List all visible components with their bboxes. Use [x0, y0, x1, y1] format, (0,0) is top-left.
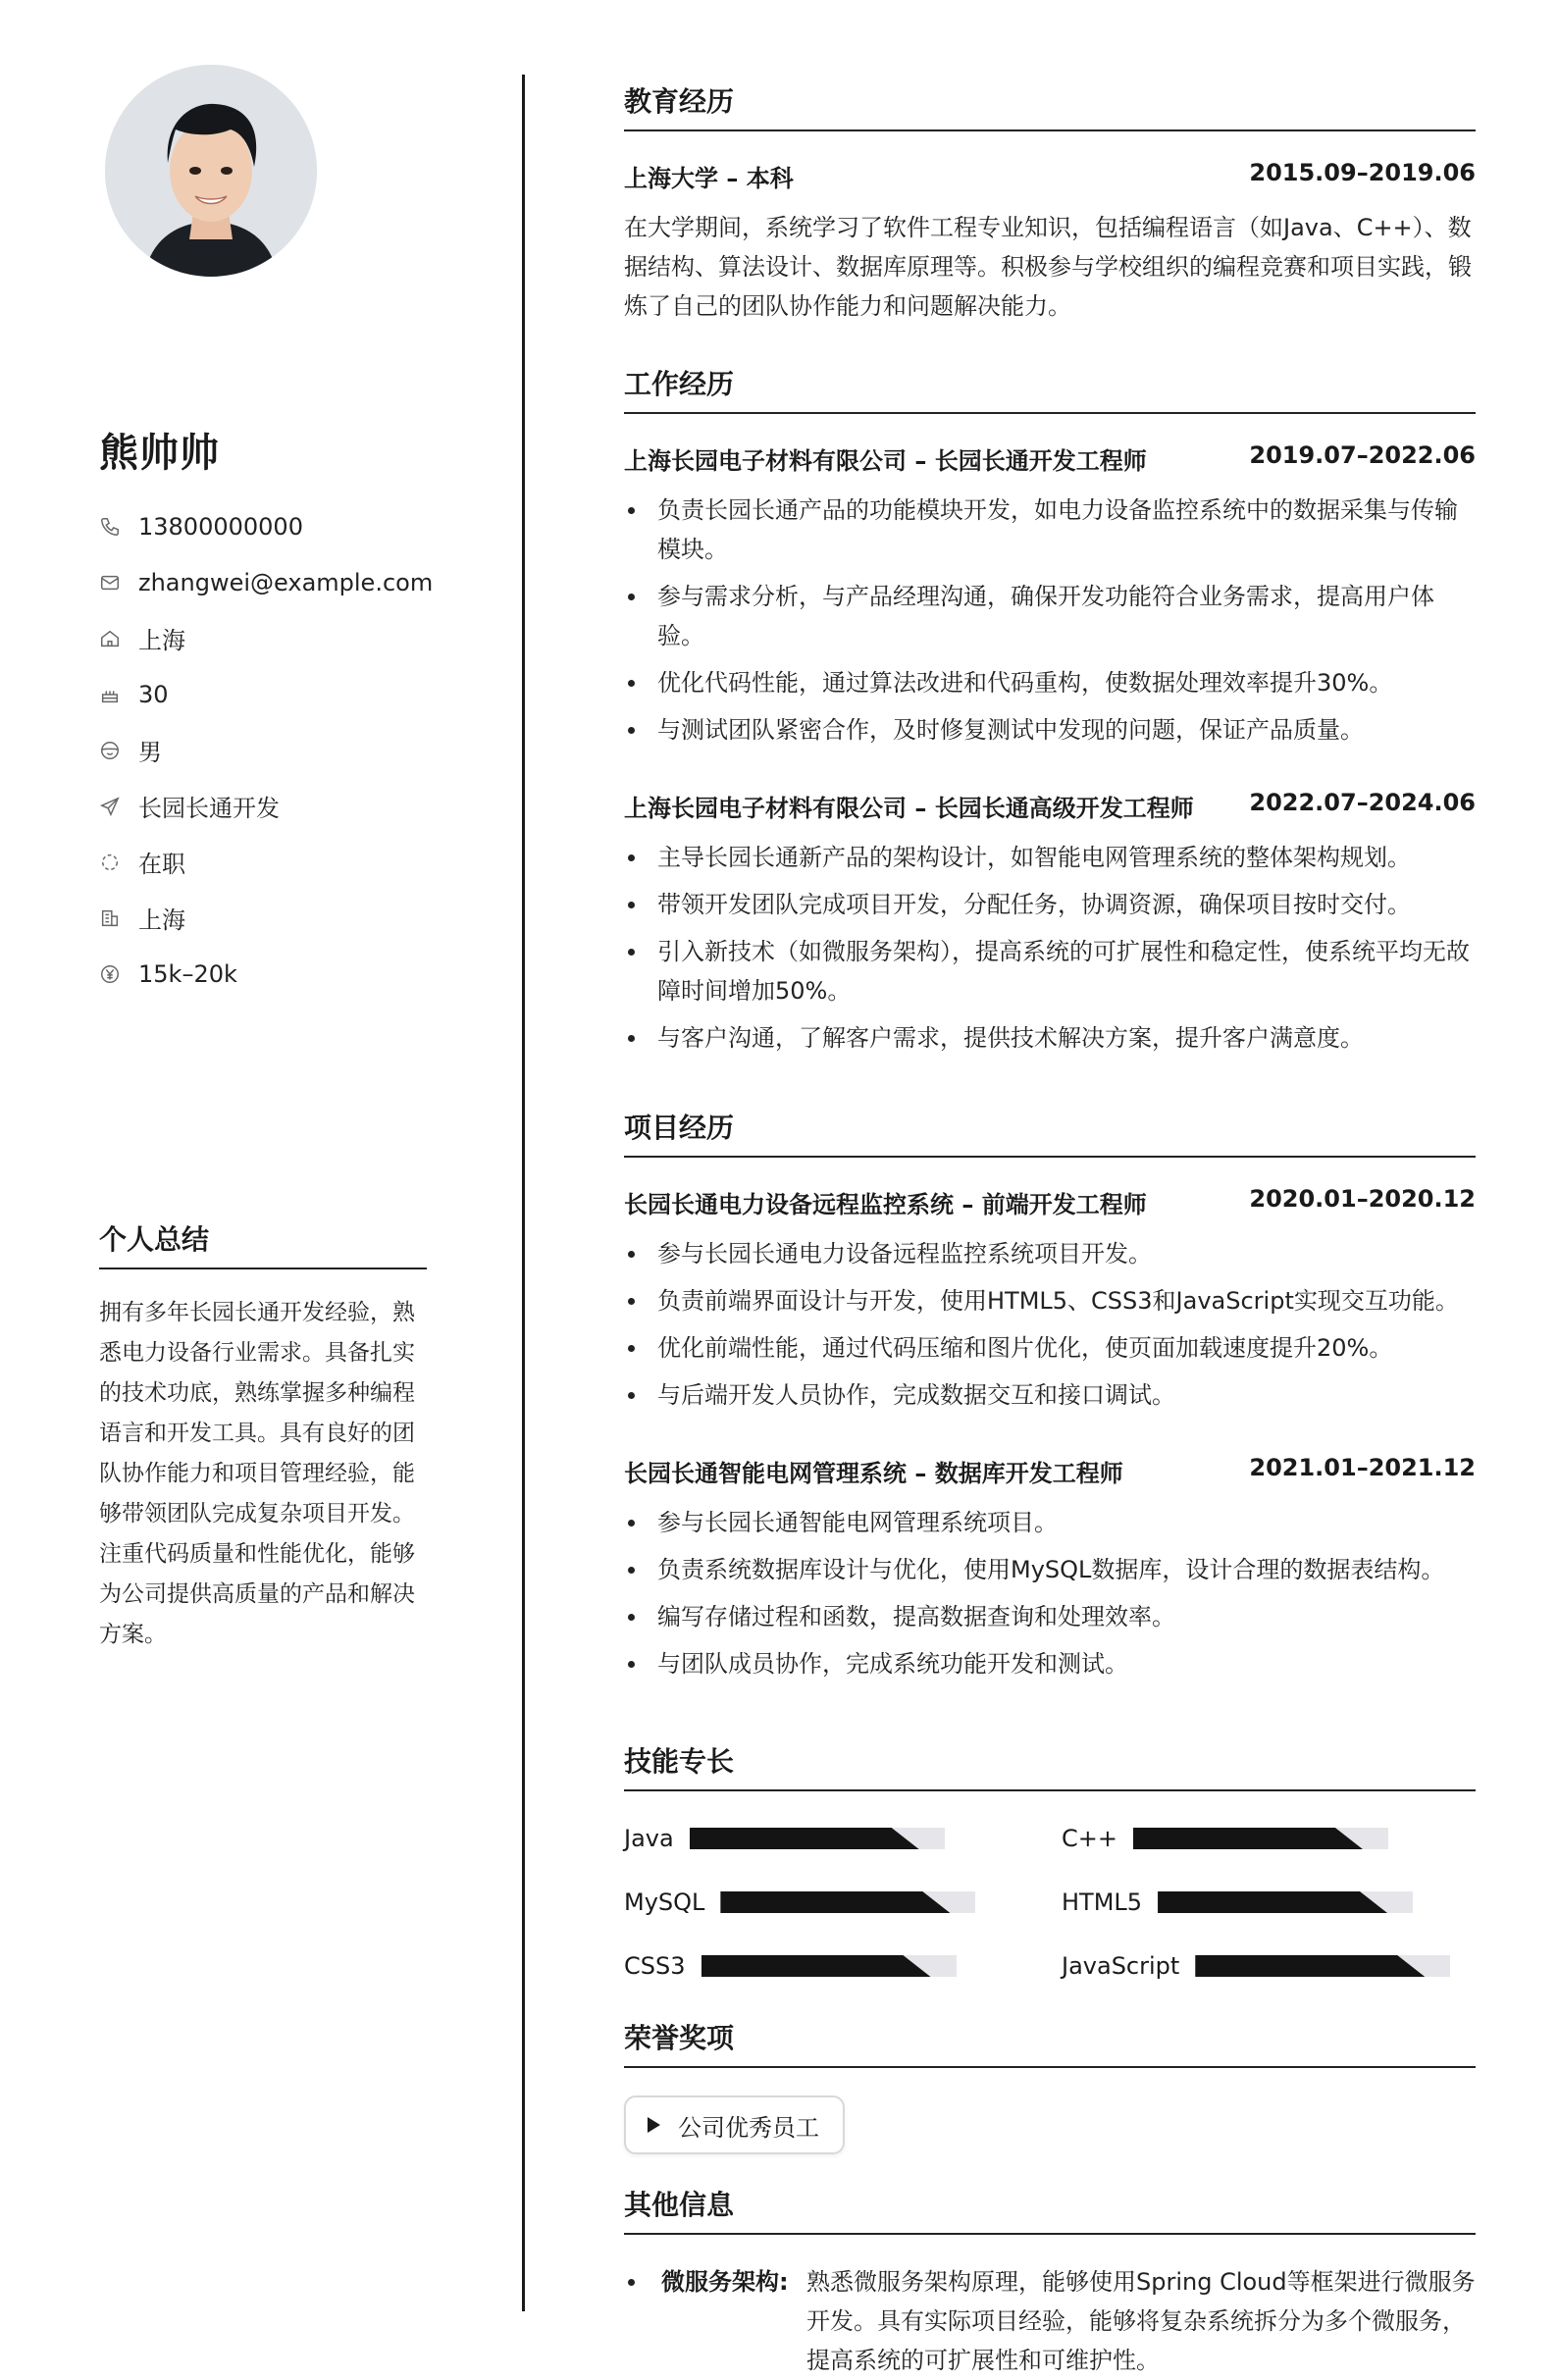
skill-bar: [720, 1891, 975, 1913]
building-icon: [99, 907, 138, 929]
skill-html5: [1062, 1888, 1413, 1916]
other-heading: 其他信息: [624, 2184, 1476, 2235]
skill-bar: [690, 1828, 945, 1849]
skill-mysql: [624, 1888, 975, 1916]
candidate-name: 熊帅帅: [99, 431, 220, 476]
work-heading: 工作经历: [624, 363, 1476, 414]
phone-value: 13800000000: [138, 512, 303, 541]
info-email: [99, 554, 492, 610]
salary-value: 15k–20k: [138, 959, 237, 988]
work-entry-head: [624, 441, 1476, 476]
avatar-portrait-icon: [105, 65, 317, 277]
list-item: 优化前端性能，通过代码压缩和图片优化，使页面加载速度提升20%。: [624, 1328, 1476, 1368]
list-item: 与测试团队紧密合作，及时修复测试中发现的问题，保证产品质量。: [624, 710, 1476, 750]
project-entry-bullets: [624, 1234, 1476, 1423]
work-entry-bullets: [624, 838, 1476, 1065]
list-item: 参与长园长通智能电网管理系统项目。: [624, 1503, 1476, 1542]
project-entry-head: [624, 1185, 1476, 1219]
info-target-city: [99, 890, 492, 946]
list-item: 主导长园长通新产品的架构设计，如智能电网管理系统的整体架构规划。: [624, 838, 1476, 877]
info-status: [99, 834, 492, 890]
list-item: 参与长园长通电力设备远程监控系统项目开发。: [624, 1234, 1476, 1273]
skill-bar-fill: [1158, 1891, 1387, 1913]
phone-icon: [99, 516, 138, 538]
play-triangle-icon: [648, 2117, 660, 2133]
other-item-label: 微服务架构:: [661, 2268, 789, 2296]
cake-icon: [99, 684, 138, 705]
list-item: 与团队成员协作，完成系统功能开发和测试。: [624, 1644, 1476, 1683]
list-item: 编写存储过程和函数，提高数据查询和处理效率。: [624, 1597, 1476, 1636]
other-item: [624, 2262, 1476, 2380]
city-value: 上海: [138, 627, 185, 654]
info-age: [99, 666, 492, 722]
skill-css3: [624, 1952, 957, 1980]
list-item: 引入新技术（如微服务架构），提高系统的可扩展性和稳定性，使系统平均无故障时间增加50%。: [624, 932, 1476, 1010]
work-entry-bullets: [624, 491, 1476, 757]
education-description: 在大学期间，系统学习了软件工程专业知识，包括编程语言（如Java、C++）、数据结构、算法设计、数据库原理等。积极参与学校组织的编程竞赛和项目实践，锻炼了自己的团队协作能力和问题解决能力。: [624, 214, 1472, 320]
education-school: 上海大学 – 本科: [624, 165, 794, 192]
honors-heading: 荣誉奖项: [624, 2017, 1476, 2068]
info-city: [99, 610, 492, 666]
project-entry-head: [624, 1454, 1476, 1488]
skill-bar: [701, 1955, 957, 1977]
skill-bar: [1133, 1828, 1388, 1849]
info-phone: [99, 498, 492, 554]
target-job-value: 长园长通开发: [138, 795, 280, 822]
work-entry-head: [624, 789, 1476, 823]
status-icon: [99, 852, 138, 873]
list-item: 参与需求分析，与产品经理沟通，确保开发功能符合业务需求，提高用户体验。: [624, 577, 1476, 655]
project-entry-bullets: [624, 1503, 1476, 1691]
skills-heading: 技能专长: [624, 1740, 1476, 1791]
status-value: 在职: [138, 851, 185, 878]
project-entry-date: 2021.01–2021.12: [1249, 1454, 1476, 1481]
project-entry-title: 长园长通电力设备远程监控系统 – 前端开发工程师: [624, 1191, 1147, 1218]
award-label: 公司优秀员工: [678, 2113, 819, 2142]
work-entry-title: 上海长园电子材料有限公司 – 长园长通开发工程师: [624, 447, 1147, 475]
mail-icon: [99, 572, 138, 594]
list-item: 与客户沟通，了解客户需求，提供技术解决方案，提升客户满意度。: [624, 1018, 1476, 1058]
email-value: zhangwei@example.com: [138, 568, 434, 596]
list-item: 负责前端界面设计与开发，使用HTML5、CSS3和JavaScript实现交互功能。: [624, 1281, 1476, 1320]
skill-cpp: [1062, 1825, 1388, 1852]
bullet-dot: [628, 2279, 635, 2286]
info-salary: [99, 946, 492, 1002]
list-item: 负责系统数据库设计与优化，使用MySQL数据库，设计合理的数据表结构。: [624, 1550, 1476, 1589]
age-value: 30: [138, 680, 169, 708]
skill-name: C++: [1062, 1825, 1117, 1852]
other-item-text: 熟悉微服务架构原理，能够使用Spring Cloud等框架进行微服务开发。具有实际项目经验，能够将复杂系统拆分为多个微服务，提高系统的可扩展性和可维护性。: [806, 2268, 1476, 2374]
target-city-value: 上海: [138, 906, 185, 934]
send-icon: [99, 796, 138, 817]
skill-name: JavaScript: [1062, 1952, 1180, 1980]
money-icon: [99, 963, 138, 985]
skill-bar-fill: [1133, 1828, 1363, 1849]
education-date: 2015.09–2019.06: [1249, 159, 1476, 186]
skill-java: [624, 1825, 945, 1852]
education-entry-head: [624, 159, 1476, 193]
skill-bar: [1195, 1955, 1450, 1977]
skill-name: CSS3: [624, 1952, 686, 1980]
gender-value: 男: [138, 739, 162, 766]
education-heading: 教育经历: [624, 80, 1476, 131]
home-icon: [99, 628, 138, 649]
list-item: 与后端开发人员协作，完成数据交互和接口调试。: [624, 1375, 1476, 1415]
avatar: [105, 65, 317, 277]
skill-name: MySQL: [624, 1888, 705, 1916]
skill-bar-fill: [720, 1891, 950, 1913]
sidebar: [0, 0, 520, 2358]
summary-heading: 个人总结: [99, 1218, 427, 1269]
skill-bar: [1158, 1891, 1413, 1913]
skill-bar-fill: [701, 1955, 931, 1977]
contact-info: [99, 498, 492, 1002]
projects-heading: 项目经历: [624, 1107, 1476, 1158]
work-entry-date: 2019.07–2022.06: [1249, 441, 1476, 469]
list-item: 负责长园长通产品的功能模块开发，如电力设备监控系统中的数据采集与传输模块。: [624, 491, 1476, 569]
project-entry-title: 长园长通智能电网管理系统 – 数据库开发工程师: [624, 1460, 1123, 1487]
work-entry-title: 上海长园电子材料有限公司 – 长园长通高级开发工程师: [624, 795, 1194, 822]
work-entry-date: 2022.07–2024.06: [1249, 789, 1476, 816]
award-item[interactable]: [624, 2095, 845, 2154]
skill-bar-fill: [690, 1828, 919, 1849]
skill-name: Java: [624, 1825, 674, 1852]
list-item: 带领开发团队完成项目开发，分配任务，协调资源，确保项目按时交付。: [624, 885, 1476, 924]
info-gender: [99, 722, 492, 778]
gender-icon: [99, 740, 138, 761]
column-divider: [522, 75, 525, 2311]
project-entry-date: 2020.01–2020.12: [1249, 1185, 1476, 1213]
skill-name: HTML5: [1062, 1888, 1143, 1916]
summary-text: 拥有多年长园长通开发经验，熟悉电力设备行业需求。具备扎实的技术功底，熟练掌握多种编程语言和开发工具。具有良好的团队协作能力和项目管理经验，能够带领团队完成复杂项目开发。注重代码质量和性能优化，能够为公司提供高质量的产品和解决方案。: [99, 1300, 415, 1647]
list-item: 优化代码性能，通过算法改进和代码重构，使数据处理效率提升30%。: [624, 663, 1476, 702]
skill-javascript: [1062, 1952, 1450, 1980]
skill-bar-fill: [1195, 1955, 1425, 1977]
info-target-job: [99, 778, 492, 834]
